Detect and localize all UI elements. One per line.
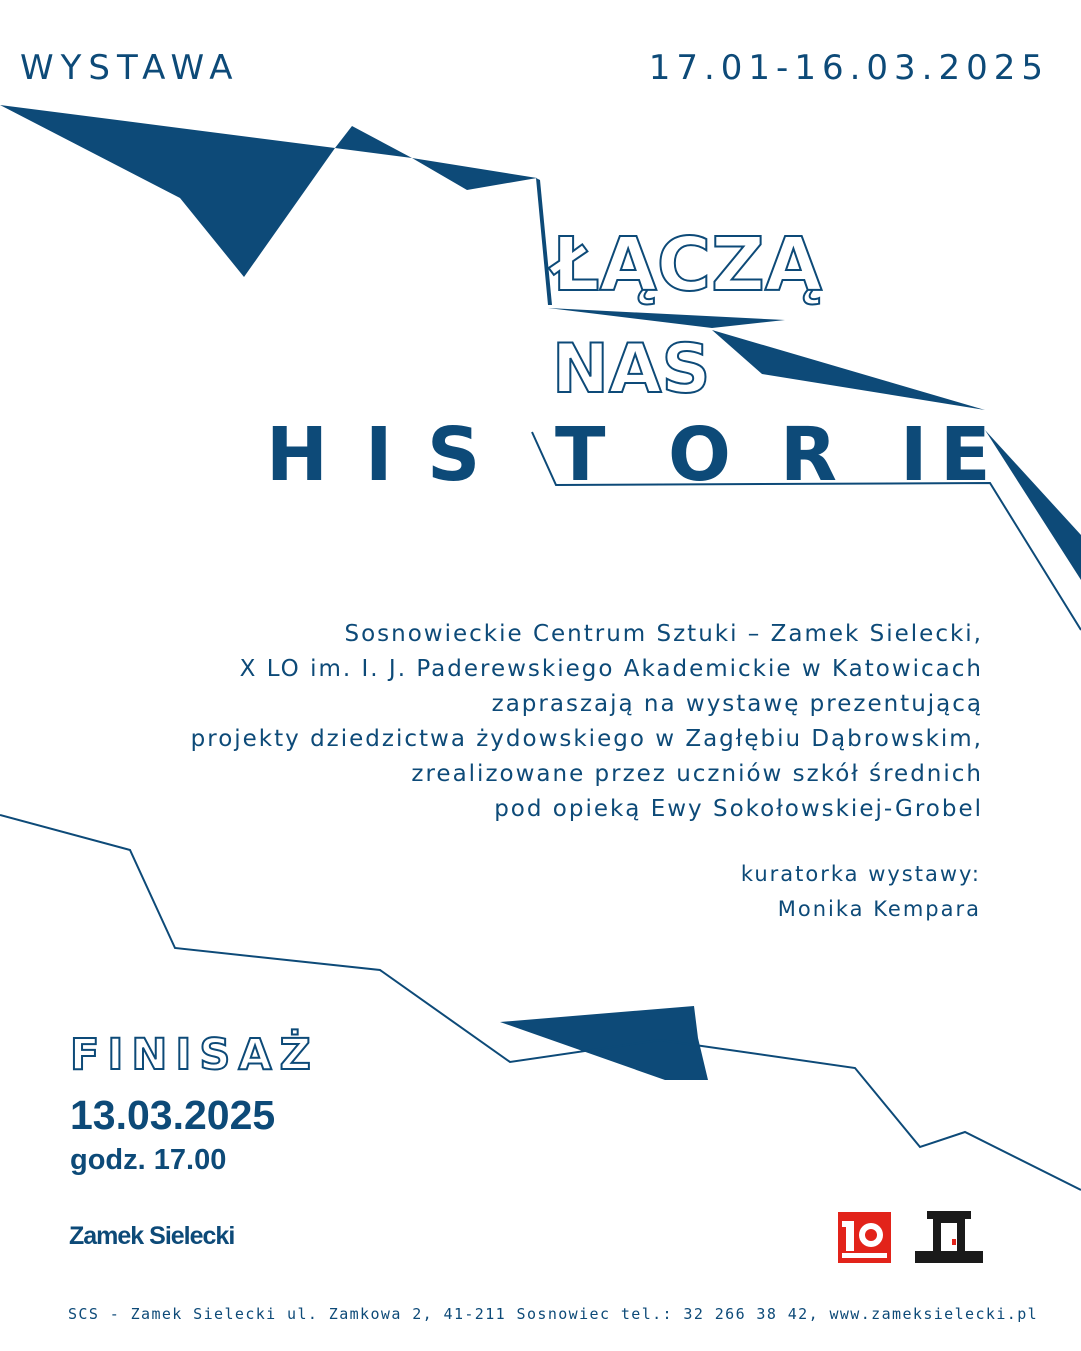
curator-name: Monika Kempara xyxy=(777,897,981,921)
title-letter: S xyxy=(427,412,481,498)
brand-name: Zamek Sielecki xyxy=(69,1222,235,1250)
shard-top-mid xyxy=(335,126,412,158)
title-line-3 xyxy=(0,412,1081,498)
shard-top-left xyxy=(0,105,335,277)
description-line: projekty dziedzictwa żydowskiego w Zagłębiu Dąbrowskim, xyxy=(190,726,983,752)
title-letter: O xyxy=(668,412,731,498)
title-letter: I xyxy=(365,412,393,498)
title-letter: I xyxy=(900,412,928,498)
shard-mid-2 xyxy=(712,330,985,410)
finisage-label: FINISAŻ xyxy=(70,1030,319,1080)
footer-contact: SCS - Zamek Sielecki ul. Zamkowa 2, 41-211 Sosnowiec tel.: 32 266 38 42, www.zameksielecki.pl xyxy=(68,1305,1039,1323)
shard-top-small xyxy=(412,158,537,190)
exhibition-kicker: WYSTAWA xyxy=(20,48,240,88)
zamek-sielecki-logo-icon xyxy=(915,1211,983,1263)
description-line: Sosnowieckie Centrum Sztuki – Zamek Sielecki, xyxy=(344,621,983,647)
title-letter: E xyxy=(940,412,991,498)
title-line-2: NAS xyxy=(552,330,711,409)
finisage-date: 13.03.2025 xyxy=(70,1092,276,1138)
description-line: zapraszają na wystawę prezentującą xyxy=(491,691,983,717)
curator-label: kuratorka wystawy: xyxy=(740,862,981,886)
title-letter: H xyxy=(266,412,328,498)
finisage-time: godz. 17.00 xyxy=(70,1144,227,1176)
shard-vertical-sliver xyxy=(536,178,552,305)
title-letter: R xyxy=(780,412,837,498)
description xyxy=(191,617,983,827)
description-line: pod opieką Ewy Sokołowskiej-Grobel xyxy=(494,796,983,822)
x-lo-logo-icon xyxy=(838,1212,891,1263)
shard-mid-1 xyxy=(548,308,785,328)
description-line: zrealizowane przez uczniów szkół średnich xyxy=(411,761,983,787)
title-line-1: ŁĄCZĄ xyxy=(552,222,823,308)
exhibition-dates: 17.01-16.03.2025 xyxy=(648,48,1049,88)
curator-block xyxy=(741,857,981,927)
title-letter: T xyxy=(555,412,606,498)
description-line: X LO im. I. J. Paderewskiego Akademickie w Katowicach xyxy=(239,656,983,682)
